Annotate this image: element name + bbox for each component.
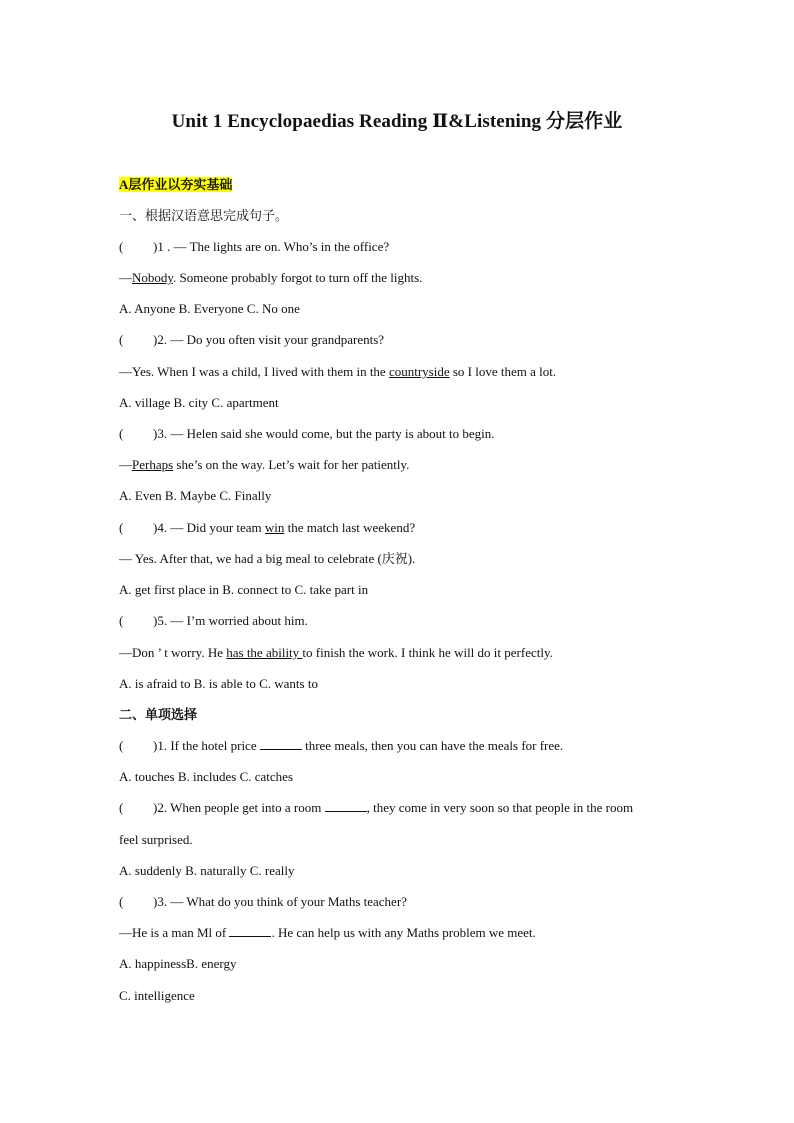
options-1-1: A. Anyone B. Everyone C. No one — [119, 301, 300, 316]
options-2-3-cont: C. intelligence — [119, 988, 195, 1003]
section-a-label: A层作业以夯实基础 — [119, 177, 233, 192]
question-1-4: ( )4. — Did your team win the match last weekend? — [119, 520, 416, 535]
question-2-3: ( )3. — What do you think of your Maths teacher? — [119, 894, 407, 909]
question-1-3: ( )3. — Helen said she would come, but the party is about to begin. — [119, 426, 495, 441]
question-1-5: ( )5. — I’m worried about him. — [119, 613, 308, 628]
answer-1-1: —Nobody. Someone probably forgot to turn off the lights. — [119, 270, 423, 285]
options-1-4: A. get first place in B. connect to C. take part in — [119, 582, 369, 597]
part2-heading: 二、单项选择 — [119, 707, 198, 722]
options-1-3: A. Even B. Maybe C. Finally — [119, 488, 272, 503]
options-2-3: A. happinessB. energy — [119, 956, 237, 971]
options-1-5: A. is afraid to B. is able to C. wants to — [119, 676, 318, 691]
page-title: Unit 1 Encyclopaedias Reading Ⅱ&Listening 分层作业 — [171, 111, 623, 132]
options-1-2: A. village B. city C. apartment — [119, 395, 279, 410]
answer-blank[interactable] — [325, 800, 367, 812]
part1-heading: 一、根据汉语意思完成句子。 — [119, 208, 289, 223]
question-1-2: ( )2. — Do you often visit your grandparents? — [119, 332, 385, 347]
answer-1-4: — Yes. After that, we had a big meal to celebrate (庆祝). — [119, 551, 416, 566]
question-2-1: ( )1. If the hotel price three meals, then you can have the meals for free. — [119, 738, 564, 753]
options-2-1: A. touches B. includes C. catches — [119, 769, 294, 784]
question-2-2: ( )2. When people get into a room , they come in very soon so that people in the room — [119, 800, 634, 815]
question-2-2-cont: feel surprised. — [119, 832, 193, 847]
answer-1-5: —Don ’ t worry. He has the ability to finish the work. I think he will do it perfectly. — [119, 645, 553, 660]
options-2-2: A. suddenly B. naturally C. really — [119, 863, 295, 878]
question-2-3-stem: —He is a man Ml of . He can help us with any Maths problem we meet. — [119, 925, 536, 940]
answer-blank[interactable] — [229, 925, 271, 937]
question-1-1: ( )1 . — The lights are on. Who’s in the office? — [119, 239, 390, 254]
answer-blank[interactable] — [260, 738, 302, 750]
answer-1-3: —Perhaps she’s on the way. Let’s wait for her patiently. — [119, 457, 410, 472]
answer-1-2: —Yes. When I was a child, I lived with them in the countryside so I love them a lot. — [119, 364, 557, 379]
